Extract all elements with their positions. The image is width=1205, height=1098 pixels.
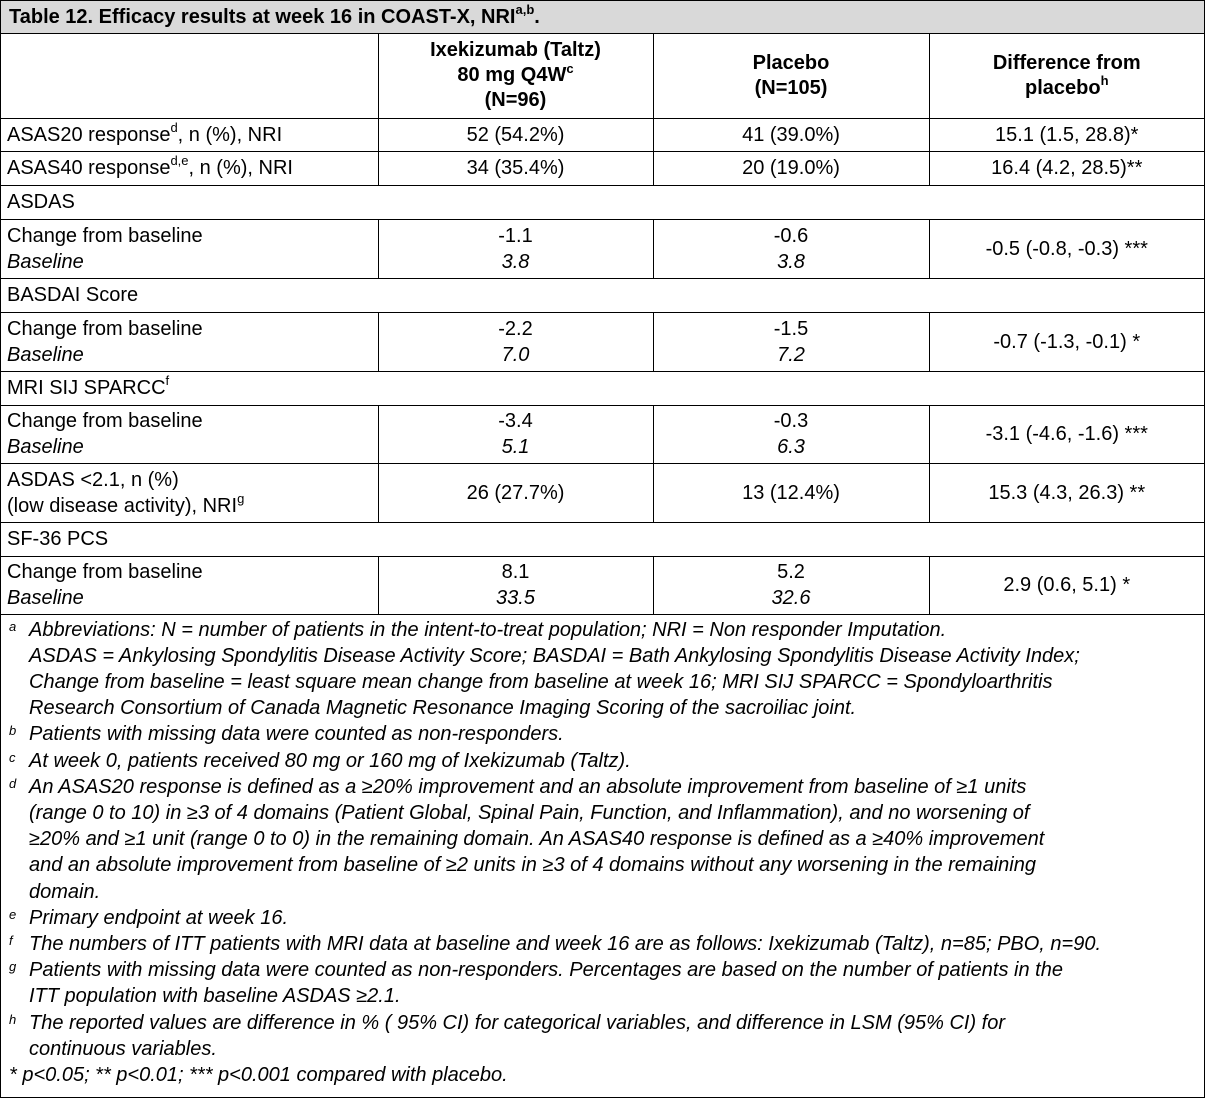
section-mri xyxy=(1,371,1204,405)
cell-placebo: 41 (39.0%) xyxy=(653,118,929,151)
cell-placebo xyxy=(653,312,929,371)
footnote-mark: c xyxy=(9,749,16,765)
efficacy-table xyxy=(1,34,1204,615)
label-change: Change from baseline xyxy=(7,561,203,583)
section-row xyxy=(1,371,1204,405)
footnote-text xyxy=(29,905,1198,931)
header-difference xyxy=(929,34,1204,118)
footnote-mark: b xyxy=(9,723,17,739)
footnote-c xyxy=(9,748,1198,774)
row-label-asas20 xyxy=(1,118,378,151)
cell-ixe: 34 (35.4%) xyxy=(378,151,653,185)
label-rest: , n (%), NRI xyxy=(188,157,293,179)
footnote-mark: d xyxy=(9,775,17,791)
footnote-line: ASDAS = Ankylosing Spondylitis Disease Activity Score; BASDAI = Bath Ankylosing Spondylitis Disease Activity Index; xyxy=(29,644,1080,667)
footnote-text xyxy=(29,957,1198,1009)
value-change: -0.3 xyxy=(773,410,809,432)
footnote-line: At week 0, patients received 80 mg or 160 mg of Ixekizumab (Taltz). xyxy=(29,749,631,772)
value-change: -2.2 xyxy=(498,317,533,340)
footnotes xyxy=(1,615,1204,1089)
cell-difference: -0.5 (-0.8, -0.3) *** xyxy=(929,219,1204,278)
value-change: -0.6 xyxy=(773,224,809,247)
table-row xyxy=(1,219,1204,278)
cell-placebo: 20 (19.0%) xyxy=(653,151,929,185)
row-label-mri xyxy=(1,405,378,463)
label-rest: , n (%), NRI xyxy=(177,123,283,146)
footnote-mark: g xyxy=(9,959,17,975)
value-change: -1.1 xyxy=(498,224,533,247)
table-row xyxy=(1,405,1204,463)
footnote-line: domain. xyxy=(29,880,101,903)
caption-text: Table 12. Efficacy results at week 16 in COAST-X, NRI xyxy=(9,6,516,28)
label-change: Change from baseline xyxy=(7,224,203,247)
label-change: Change from baseline xyxy=(7,317,203,340)
footnote-text xyxy=(29,748,1198,774)
label-text: ASAS40 response xyxy=(7,157,171,179)
footnote-mark: e xyxy=(9,906,17,922)
caption-sup: a,b xyxy=(515,2,535,18)
cell-placebo: 13 (12.4%) xyxy=(653,463,929,522)
cell-ixe: 52 (54.2%) xyxy=(378,118,653,151)
footnote-line: and an absolute improvement from baseline of ≥2 units in ≥3 of 4 domains without any worsening in the remaining xyxy=(29,854,1036,877)
header-ixe-line3: (N=96) xyxy=(484,89,547,112)
label-baseline: Baseline xyxy=(7,436,84,458)
table-row xyxy=(1,151,1204,185)
table-header-row xyxy=(1,34,1204,118)
label-line2 xyxy=(7,490,372,519)
footnote-f xyxy=(9,931,1198,957)
row-label-asdas xyxy=(1,219,378,278)
header-diff-line2-text: placebo xyxy=(1024,76,1101,99)
value-change: -3.4 xyxy=(498,410,533,432)
header-placebo-line2: (N=105) xyxy=(754,76,828,99)
section-sf36: SF-36 PCS xyxy=(1,522,1204,556)
header-ixekizumab xyxy=(378,34,653,118)
cell-difference: 2.9 (0.6, 5.1) * xyxy=(929,556,1204,614)
section-row xyxy=(1,522,1204,556)
footnote-e xyxy=(9,905,1198,931)
footnote-line: The reported values are difference in % ( 95% CI) for categorical variables, and difference in LSM (95% CI) for xyxy=(29,1011,1006,1034)
label-line1: ASDAS <2.1, n (%) xyxy=(7,468,179,491)
footnote-text xyxy=(29,721,1198,747)
footnote-line: Primary endpoint at week 16. xyxy=(29,906,289,929)
footnote-line: continuous variables. xyxy=(29,1037,217,1060)
footnote-mark: h xyxy=(9,1011,17,1027)
cell-placebo xyxy=(653,405,929,463)
header-placebo xyxy=(653,34,929,118)
caption-end: . xyxy=(534,6,540,28)
value-baseline: 7.2 xyxy=(777,343,805,366)
header-ixe-line2 xyxy=(385,60,647,88)
footnote-line: Research Consortium of Canada Magnetic Resonance Imaging Scoring of the sacroiliac joint. xyxy=(29,697,857,720)
section-basdai: BASDAI Score xyxy=(1,278,1204,312)
cell-difference: 16.4 (4.2, 28.5)** xyxy=(929,151,1204,185)
value-baseline: 3.8 xyxy=(777,250,805,273)
table-caption xyxy=(1,1,1204,34)
value-change: -1.5 xyxy=(773,317,809,340)
row-label-asdas-low xyxy=(1,463,378,522)
footnote-line: The numbers of ITT patients with MRI data at baseline and week 16 are as follows: Ixekizumab (Taltz), n=85; PBO, n=90. xyxy=(29,932,1102,955)
table-row xyxy=(1,118,1204,151)
section-mri-sup: f xyxy=(165,372,170,388)
section-mri-text: MRI SIJ SPARCC xyxy=(7,376,166,399)
footnote-text xyxy=(29,931,1198,957)
footnote-a xyxy=(9,617,1198,722)
section-row xyxy=(1,185,1204,219)
value-baseline: 33.5 xyxy=(496,587,535,609)
header-ixe-line1: Ixekizumab (Taltz) xyxy=(430,39,601,62)
cell-ixe xyxy=(378,312,653,371)
footnote-line: Patients with missing data were counted as non-responders. xyxy=(29,723,564,746)
value-change: 5.2 xyxy=(777,561,805,583)
row-label-asas40 xyxy=(1,151,378,185)
footnote-mark: a xyxy=(9,618,17,634)
cell-ixe xyxy=(378,405,653,463)
label-baseline: Baseline xyxy=(7,587,84,609)
footnote-text xyxy=(29,617,1198,722)
table-row xyxy=(1,556,1204,614)
footnote-line: (range 0 to 10) in ≥3 of 4 domains (Patient Global, Spinal Pain, Function, and Inflammation), and no worsening of xyxy=(29,801,1030,824)
header-ixe-line2-text: 80 mg Q4W xyxy=(457,64,567,87)
table-row xyxy=(1,312,1204,371)
footnote-line: Change from baseline = least square mean change from baseline at week 16; MRI SIJ SPARCC = Spondyloarthritis xyxy=(29,670,1053,693)
footnote-line: ITT population with baseline ASDAS ≥2.1. xyxy=(29,985,401,1008)
value-baseline: 7.0 xyxy=(501,343,530,366)
cell-placebo xyxy=(653,556,929,614)
row-label-sf36 xyxy=(1,556,378,614)
footnote-line: Abbreviations: N = number of patients in the intent-to-treat population; NRI = Non responder Imputation. xyxy=(29,618,947,641)
footnote-line: ≥20% and ≥1 unit (range 0 to 0) in the remaining domain. An ASAS40 response is defined as a ≥40% improvement xyxy=(29,828,1045,851)
label-baseline: Baseline xyxy=(7,343,84,366)
cell-difference: -0.7 (-1.3, -0.1) * xyxy=(929,312,1204,371)
value-baseline: 5.1 xyxy=(501,436,530,458)
label-sup: g xyxy=(237,490,245,506)
header-label-cell xyxy=(1,34,378,118)
cell-placebo xyxy=(653,219,929,278)
label-change: Change from baseline xyxy=(7,410,203,432)
header-ixe-sup: c xyxy=(566,60,574,76)
section-asdas: ASDAS xyxy=(1,185,1204,219)
footnote-line: Patients with missing data were counted as non-responders. Percentages are based on the number of patients in the xyxy=(29,959,1063,982)
significance-note: * p<0.05; ** p<0.01; *** p<0.001 compared with placebo. xyxy=(9,1063,508,1086)
footnote-text xyxy=(29,1010,1198,1062)
table-row xyxy=(1,463,1204,522)
row-label-basdai xyxy=(1,312,378,371)
header-diff-sup: h xyxy=(1100,73,1109,89)
cell-ixe xyxy=(378,556,653,614)
cell-difference: 15.1 (1.5, 28.8)* xyxy=(929,118,1204,151)
cell-ixe xyxy=(378,219,653,278)
header-diff-line1: Difference from xyxy=(992,51,1141,74)
header-placebo-line1: Placebo xyxy=(752,51,830,74)
footnote-text xyxy=(29,774,1198,905)
section-row xyxy=(1,278,1204,312)
cell-ixe: 26 (27.7%) xyxy=(378,463,653,522)
value-baseline: 32.6 xyxy=(771,587,811,609)
footnote-mark: f xyxy=(9,932,13,948)
cell-difference: -3.1 (-4.6, -1.6) *** xyxy=(929,405,1204,463)
footnote-d xyxy=(9,774,1198,905)
cell-difference: 15.3 (4.3, 26.3) ** xyxy=(929,463,1204,522)
label-sup: d,e xyxy=(170,153,189,169)
footnote-g xyxy=(9,957,1198,1009)
value-baseline: 6.3 xyxy=(777,436,805,458)
label-line2-text: (low disease activity), NRI xyxy=(7,494,238,517)
value-change: 8.1 xyxy=(501,561,530,583)
header-diff-line2 xyxy=(936,73,1199,101)
label-text: ASAS20 response xyxy=(7,123,171,146)
footnote-line: An ASAS20 response is defined as a ≥20% improvement and an absolute improvement from baseline of ≥1 units xyxy=(29,775,1027,798)
label-baseline: Baseline xyxy=(7,250,84,273)
label-sup: d xyxy=(170,119,178,135)
value-baseline: 3.8 xyxy=(501,250,530,273)
footnote-b xyxy=(9,721,1198,747)
footnote-h xyxy=(9,1010,1198,1062)
